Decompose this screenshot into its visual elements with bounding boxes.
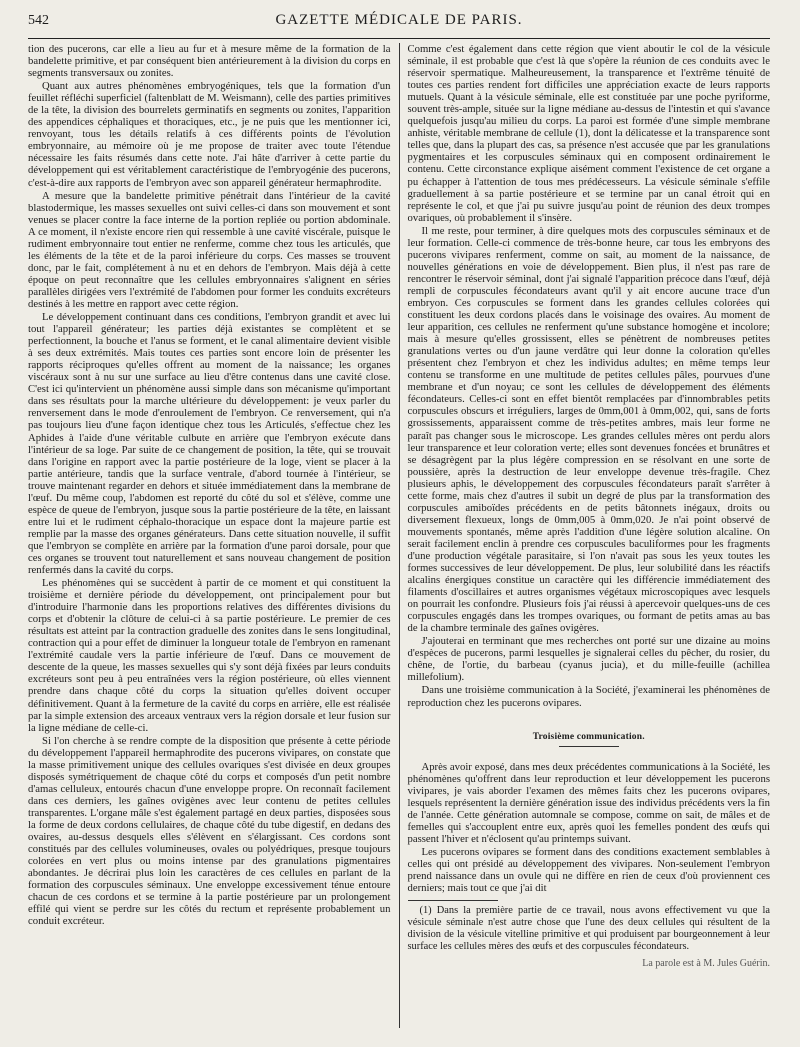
section-heading: Troisième communication. bbox=[408, 731, 771, 747]
left-column bbox=[28, 43, 400, 1028]
paragraph: Les pucerons ovipares se forment dans des conditions exactement semblables à celles qui ont présidé au développement des vivipares. Non-seulement l'embryon prend naissance dans un ovule qui ne diffère en rien de ceux d'où proviennent ces derniers; mais tout ce que j'ai dit bbox=[407, 845, 770, 895]
footnote bbox=[408, 905, 771, 952]
text-columns bbox=[28, 43, 770, 1028]
right-column bbox=[400, 43, 771, 1028]
paragraph: Si l'on cherche à se rendre compte de la disposition que présente à cette période du développement l'appareil hermaphrodite des pucerons vivipares, on constate que la masse primitivement unique des cellules ovariques s'est divisée en deux groupes disposés symétriquement de chaque côté du corps et composés d'un petit nombre d'amas celluleux, entourés chacun d'une enveloppe propre. On reconnaît facilement dans ces derniers, les gaînes ovigènes avec leur contenu de petites cellules transparentes. L'organe mâle s'est également partagé en deux parties, disposées sous la forme de deux cordons cellulaires, de chaque côté du tube digestif, en dedans des ovaires, au-dessus desquels elles s'élèvent en s'élargissant. Ces cordons sont constitués par des cellules volumineuses, ovales ou polyédriques, presque toujours colorées en vert plus ou moins intense par des granulations pigmentaires abondantes. Je décrirai plus loin les caractères de ces cellules en parlant de la formation des corpuscules séminaux. Une enveloppe excessivement ténue entoure chacun de ces cordons et se termine à la partie postérieure par un prolongement effilé qui vient se perdre sur les côtés du rectum et représente probablement un conduit excréteur. bbox=[28, 734, 391, 928]
footnote-divider bbox=[408, 900, 498, 901]
paragraph: Dans une troisième communication à la Société, j'examinerai les phénomènes de reproduction chez les pucerons ovipares. bbox=[407, 684, 770, 709]
paragraph: Les phénomènes qui se succèdent à partir de ce moment et qui constituent la troisième et dernière période du développement, ont principalement pour but d'introduire l'harmonie dans les proportions relatives des différentes divisions du corps et d'obtenir la clôture de celui-ci à sa partie postérieure. Le premier de ces résultats est atteint par la contraction graduelle des zonites dans le sens longitudinal, contraction qui a pour effet de diminuer la longueur totale de l'embryon en ramenant l'extrémité caudale vers la partie inférieure de l'œuf. Dans ce mouvement de descente de la queue, les masses sexuelles qui s'y sont déjà fixées par leurs conduits excréteurs sont peu à peu entraînées vers la région postérieure, où elles viennent prendre dans chaque côté du corps la situation qu'elles doivent occuper définitivement. Quant à la fermeture de la cavité du corps en arrière, elle est réalisée par la simple extension des arceaux ventraux vers la région dorsale et leur fusion sur la ligne médiane de celle-ci. bbox=[28, 577, 391, 734]
journal-title: GAZETTE MÉDICALE DE PARIS. bbox=[275, 12, 523, 28]
paragraph: Comme c'est également dans cette région que vient aboutir le col de la vésicule séminale, il est probable que c'est là que s'opère la réunion de ces conduits avec le réservoir spermatique. Malheureusement, la transparence et l'extrême ténuité de toutes ces parties rendent fort difficiles une appréciation exacte de leurs rapports mutuels. Quant à la vésicule séminale, elle est constituée par une poche pyriforme, souvent très-ample, située sur la ligne médiane au-dessus de l'intestin et qui s'avance quelquefois jusqu'au milieu du corps. La paroi est formée d'une simple membrane anhiste, véritable membrane de cellule (1), dont la délicatesse et la transparence sont telles que, dans la plupart des cas, sa présence n'est accusée que par les granulations pygmentaires et les corpuscules séminaux qui en composent ordinairement le contenu. Cette circonstance explique aisément comment l'existence de cet organe a pu échapper à l'attention de tous mes prédécesseurs. La vésicule séminale s'effile graduellement à sa partie postérieure et se termine par un canal étroit qui en représente le col, et que j'ai pu suivre jusqu'au point de réunion des deux trompes ovariques, où probablement il s'insère. bbox=[407, 43, 770, 224]
paragraph: Après avoir exposé, dans mes deux précédentes communications à la Société, les phénomènes qu'offrent dans leur reproduction et leur développement les pucerons vivipares, je vais aborder l'examen des mêmes faits chez les pucerons ovipares, lesquels représentent la dernière génération issue des individus précédents vers la fin de l'année. Cette génération automnale se compose, comme on sait, de mâles et de femelles qui s'accouplent entre eux, après quoi les femelles pondent des œufs qui passent l'hiver et n'éclosent qu'au printemps suivant. bbox=[407, 760, 770, 845]
paragraph: A mesure que la bandelette primitive pénétrait dans l'intérieur de la cavité blastodermique, les masses sexuelles ont suivi celles-ci dans son mouvement et sont venues se placer contre la face interne de la portion repliée ou portion abdominale. A ce moment, il n'existe encore rien qui ressemble à une cavité viscérale, puisque le rudiment embryonnaire tout entier ne renferme, comme chez tous les articulés, que les éléments de la tête et de la paroi inférieure du corps. Ces masses se trouvent donc, par le fait, complétement à nu et en dehors de l'embryon. Mais déjà à cette époque on peut reconnaître que les cellules embryonnaires s'alignent en séries parallèles dirigées vers l'extrémité de l'abdomen pour former les conduits excréteurs destinés à les mettre en rapport avec cette région. bbox=[28, 189, 391, 310]
footnote-text: (1) Dans la première partie de ce travail, nous avons effectivement vu que la vésicule séminale n'est autre chose que l'une des deux cellules qui résultent de la division de la vésicule vitelline primitive et qui produisent par bourgeonnement à leur surface les cellules mères des œufs et des corpuscules fécondateurs. bbox=[407, 905, 770, 952]
signature-line: La parole est à M. Jules Guérin. bbox=[642, 958, 770, 970]
paragraph: J'ajouterai en terminant que mes recherches ont porté sur une dizaine au moins d'espèces de pucerons, parmi lesquelles je signalerai celles du pêcher, du rosier, du chêne, de l'ortie, du barbeau (cyanus jucia), et du mille-feuille (achillea millefolium). bbox=[407, 635, 770, 684]
paragraph: Quant aux autres phénomènes embryogéniques, tels que la formation d'un feuillet réfléchi superficiel (faltenblatt de M. Weismann), celle des parties primitives de la tête, la division des bourrelets germinatifs en segments ou zonites, l'apparition des appendices céphaliques et thoraciques, etc., je ne puis que les mentionner ici, renvoyant, tous les détails relatifs à ces différents points de l'évolution embryonnaire, au mémoire où je me propose de traiter avec toute l'étendue nécessaire les faits résumés dans cette note. J'ai hâte d'arriver à cette partie du développement qui est véritablement caractéristique de l'embryogénie des pucerons, c'est-à-dire aux rapports de l'embryon avec son appareil générateur hermaphrodite. bbox=[28, 80, 391, 189]
page-header bbox=[28, 12, 770, 39]
paragraph: tion des pucerons, car elle a lieu au fur et à mesure même de la formation de la bandelette primitive, et par conséquent bien antérieurement à la division du corps en segments transversaux ou zonites. bbox=[28, 43, 391, 80]
paragraph: Il me reste, pour terminer, à dire quelques mots des corpuscules séminaux et de leur formation. Celle-ci commence de très-bonne heure, car tous les embryons des pucerons vivipares renferment, comme on sait, au moment de la naissance, de nouvelles générations en voie de développement. Bien plus, il n'est pas rare de rencontrer le réservoir séminal, dont j'ai signalé l'apparition précoce dans l'œuf, déjà rempli de corpuscules fécondateurs avant qu'il y ait encore aucune trace d'un embryon. Ces corpuscules se forment dans les grandes cellules colorées qui constituent les deux cordons placés dans le voisinage des ovaires. Au moment de leur apparition, ces cellules ne renferment qu'une substance homogène et incolore; mais à mesure qu'elles grossissent, elles se pénètrent de nombreuses petites granulations vertes ou d'un jaune verdâtre qui leur donne la coloration qu'elles présentent chez l'embryon et chez les individus adultes; en même temps leur contenu se transforme en une multitude de petites cellules pâles, pourvues d'une membrane et d'un noyau; ce sont les cellules de développement des éléments fécondateurs. Celles-ci sont en effet bientôt remplacées par d'innombrables petits corpuscules obscurs et irréguliers, larges de 0mm,001 à 0mm,002, qui, sans de forts grossissements, apparaissent comme de très-petites ambres, mais leur forme ne paraît pas changer sous le microscope. Les grandes cellules mères ont perdu alors leur transparence et leur coloration verte; elles sont devenues foncées et brunâtres et se désagrègent par la plus légère compression en se résolvant en une sorte de poussière, après la destruction de leur enveloppe devenue très-fragile. Chez plusieurs aphis, le développement des corpuscules fécondateurs paraît s'arrêter à cette forme, mais chez d'autres il subit un degré de plus par la transformation des corpuscules amiboïdes précédents en de petits bâtonnets inégaux, droits ou diversement flexueux, longs de 0mm,005 à 0mm,020. Je n'ai point observé de mouvements spontanés, même après l'addition d'une légère solution alcaline. On serait facilement enclin à prendre ces corpuscules baculiformes pour les fragments d'une production végétale parasitaire, si l'on n'avait pas sous les yeux toutes les formes successives de leur développement. De plus, leur solubilité dans les réactifs alcalins énergiques constitue un caractère qui les différencie immédiatement des filaments d'oscillaires et autres organismes végétaux microscopiques avec lesquels on pourrait les confondre. Plusieurs fois j'ai réussi à apercevoir quelques-uns de ces corpuscules engagés dans les trompes ovariques, ou formant de petits amas au bas de la chambre terminale des gaînes ovigères. bbox=[407, 224, 770, 635]
page-number: 542 bbox=[28, 13, 49, 28]
paragraph: Le développement continuant dans ces conditions, l'embryon grandit et avec lui tout l'appareil générateur; les parties déjà existantes se complètent et se perfectionnent, la bouche et l'anus se forment, et le canal alimentaire devient visible à ses deux extrémités. Mais toutes ces parties sont encore loin de présenter les rapports réciproques qu'elles offrent au moment de la naissance; les organes viscéraux sont à nu sur une surface au lieu d'être contenus dans une cavité close. C'est ici qu'intervient un phénomène aussi simple dans son mécanisme qu'important dans ses résultats pour la marche ultérieure du développement: je veux parler du renversement dans le mode d'enroulement de l'embryon. Ce renversement, qui n'a pas toujours lieu d'une façon identique chez tous les Articulés, s'effectue chez les Aphides à l'aide d'une véritable culbute en arrière que l'embryon exécute dans l'intérieur de sa loge. Par suite de ce changement de position, la tête, qui se trouvait dans l'origine en rapport avec la partie postérieure de la loge, vient se placer à la partie antérieure, tandis que la surface ventrale, d'abord tournée à l'intérieur, se trouve maintenant regarder en dehors et située immédiatement dans la membrane de l'œuf. Du même coup, l'abdomen est reporté du côté du sol et s'élève, comme une espèce de queue de l'embryon, jusque sous la partie postérieure de la tête, en laissant entre lui et le rudiment céphalo-thoracique un espace dont la majeure partie est remplie par la masse des organes générateurs. Dans cette situation nouvelle, il suffit que l'embryon se complète en arrière par la formation d'une paroi dorsale, pour que ces organes se trouvent tout naturellement et sans nouveau changement de position renfermés dans la cavité du corps. bbox=[28, 311, 391, 577]
